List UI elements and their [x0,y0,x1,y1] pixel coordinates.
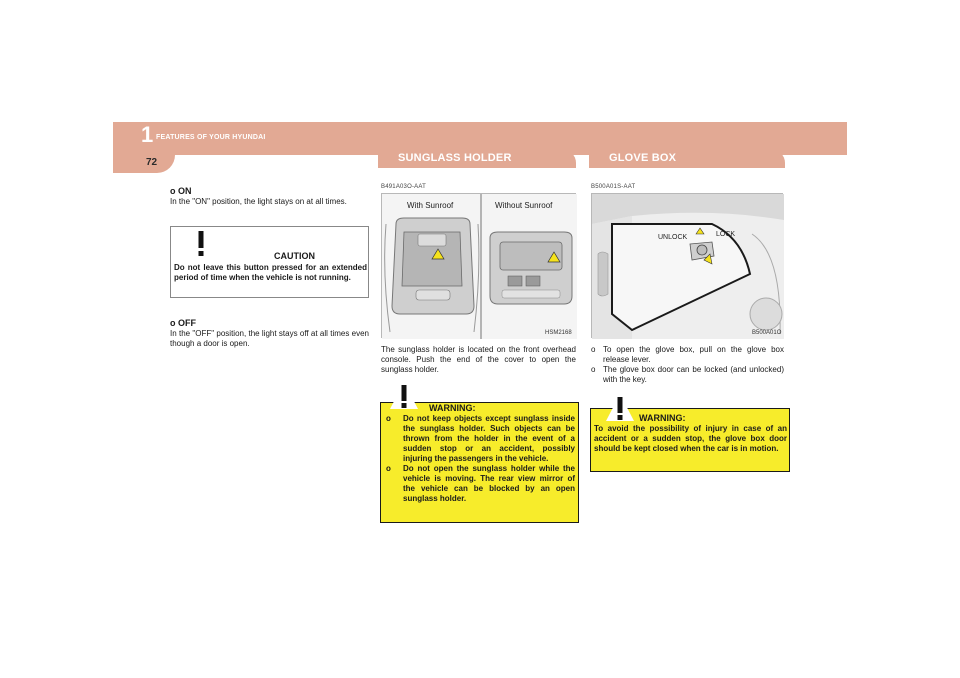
exclamation-icon [605,393,635,423]
section-code: B491A03O-AAT [381,184,426,190]
list-item: o To open the glove box, pull on the glove box release lever. [591,345,784,364]
section-code: B500A01S-AAT [591,184,636,190]
glove-box-figure [591,193,783,338]
sunglass-holder-figure [381,193,576,338]
figure-label-lock: LOCK [716,231,736,238]
figure-label-unlock: UNLOCK [658,234,688,241]
chapter-number: 1 [141,122,154,147]
off-heading: o OFF [170,318,196,328]
sunglass-warning-box [380,402,579,523]
chapter-title: FEATURES OF YOUR HYUNDAI [156,134,266,141]
overhead-console-illustration [382,194,577,339]
caution-text: Do not leave this button pressed for an extended period of time when the vehicle is not running. [174,263,367,282]
figure-code: B500A01O [752,330,782,336]
warning-title: WARNING: [429,403,476,413]
page-number: 72 [146,157,158,168]
glove-box-warning-box [590,408,790,472]
glove-box-instructions [591,345,784,385]
list-item: o The glove box door can be locked (and unlocked) with the key. [591,365,784,384]
on-text: In the "ON" position, the light stays on at all times. [170,197,347,206]
warning-title: WARNING: [639,413,686,423]
figure-label-with-sunroof: With Sunroof [407,201,454,210]
warning-item: o Do not open the sunglass holder while the vehicle is moving. The rear view mirror of the vehicle can be blocked by an open sunglass holder. [386,464,575,503]
sunglass-holder-text: The sunglass holder is located on the front overhead console. Push the end of the cover to open the sunglass holder. [381,345,576,374]
caution-box [170,226,369,298]
warning-text: To avoid the possibility of injury in case of an accident or a sudden stop, the glove box door should be kept closed when the car is in motion. [594,424,787,453]
section-title-glove-box: GLOVE BOX [589,149,785,168]
exclamation-icon [389,381,419,411]
figure-label-without-sunroof: Without Sunroof [495,201,553,210]
page-number-tab [113,155,175,173]
warning-list [386,414,575,504]
glove-box-illustration [592,194,784,339]
section-title-sunglass-holder: SUNGLASS HOLDER [378,149,576,168]
on-heading: o ON [170,186,192,196]
off-text: In the "OFF" position, the light stays off at all times even though a door is open. [170,329,369,348]
caution-title: CAUTION [274,251,315,261]
figure-code: HSM2168 [545,330,572,336]
warning-item: o Do not keep objects except sunglass inside the sunglass holder. Such objects can be thrown from the holder in the event of a sudden stop or an accident, possibly injuring the passengers in the vehicle. [386,414,575,463]
